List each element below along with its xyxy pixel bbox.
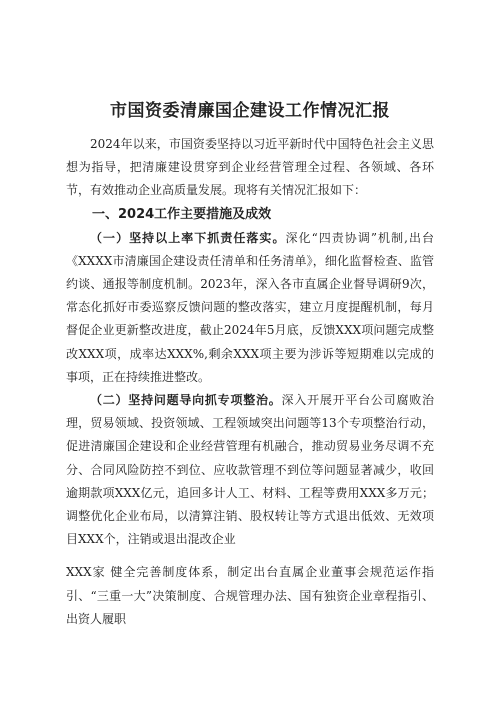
item-1-paragraph [66, 227, 434, 389]
item-1-body: 深化“四责协调”机制,出台《XXXX市清廉国企建设责任清单和任务清单》，细化监督检查、监管约谈、通报等制度机制。2023年，深入各市直属企业督导调研9次，常态化抓好市委巡察反馈问题的整改落实，建立月度提醒机制，每月督促企业更新整改进度，截止2024年5月底，反馈XXX项问题完成整改XXX项，成率达XXX%,剩余XXX项主要为涉诉等短期难以完成的事项，正在持续推进整改。 [66, 230, 434, 384]
item-1-lead: （一）坚持以上率下抓责任落实。 [90, 230, 286, 245]
item-2-body: 深入开展开平台公司腐败治理，贸易领域、投资领域、工程领域突出问题等13个专项整治行动，促进清廉国企建设和企业经营管理有机融合，推动贸易业务尽调不充分、合同风险防控不到位、应收款管理不到位等问题显著减少，收回逾期款项XXX亿元，追回多计人工、材料、工程等费用XXX多万元；调整优化企业布局，以清算注销、股权转让等方式退出低效、无效项目XXX个，注销或退出混改企业 [66, 393, 434, 547]
continuation-paragraph: XXX家 健全完善制度体系，制定出台直属企业董事会规范运作指引、“三重一大”决策制度、合规管理办法、国有独资企业章程指引、出资人履职 [66, 565, 434, 626]
item-2-paragraph [66, 389, 434, 551]
page-title: 市国资委清廉国企建设工作情况汇报 [110, 101, 390, 121]
item-2-lead: （二）坚持问题导向抓专项整治。 [90, 393, 282, 408]
section-heading: 一、2024工作主要措施及成效 [92, 206, 272, 222]
intro-paragraph: 2024年以来，市国资委坚持以习近平新时代中国特色社会主义思想为指导，把清廉建设贯穿到企业经营管理全过程、各领域、各环节，有效推动企业高质量发展。现将有关情况汇报如下： [66, 137, 434, 198]
paragraph-gap [66, 551, 434, 561]
